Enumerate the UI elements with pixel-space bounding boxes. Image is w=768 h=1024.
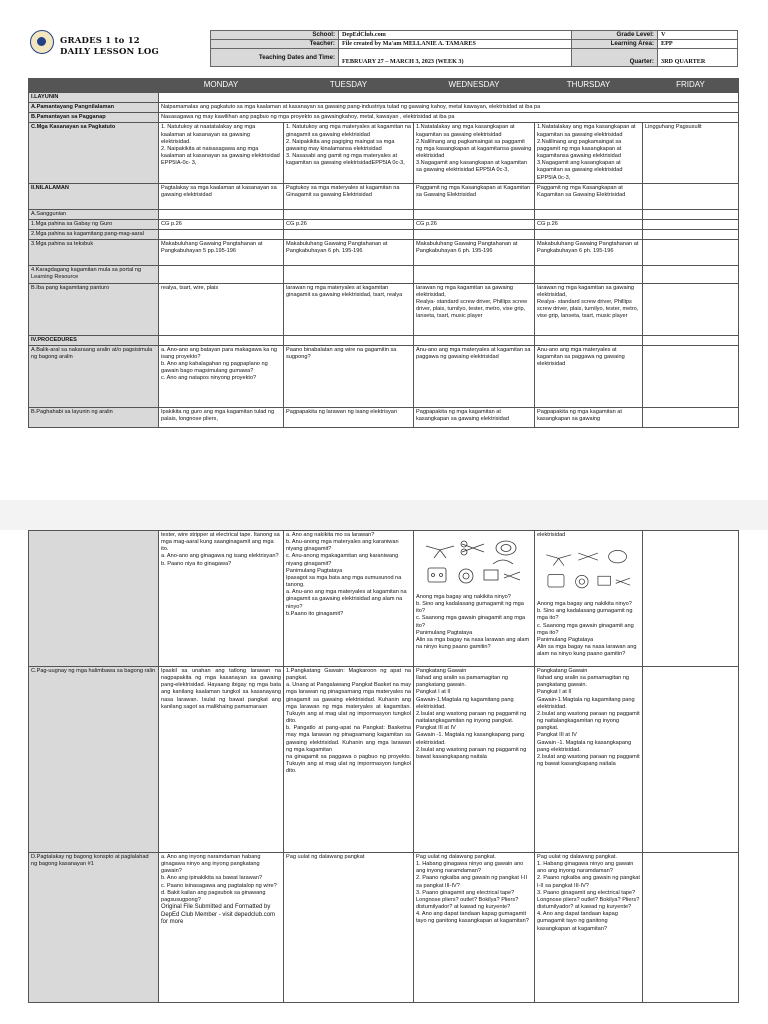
pagtalakay-wednesday: Pag uulat ng dalawang pangkat. 1. Habang ginagawa ninyo ang gawain ano ang inyong naramdaman? 2. Paano ngkaiba ang gawain ng pangkat I-II sa pangkat III-IV? 3. Paano ginagamit ang electrical tape? Longnose pliers? outlet? Bokilya? Pliers? disturnilyador? at kawad ng kuryente? 4. Ano ang dapat tandaan kapag gumagamit tayo ng ganitong kasangkapan at kagamitan? (414, 853, 535, 1003)
pagtalakay-tuesday: Pag uulat ng dalawang pangkat (284, 853, 414, 1003)
cont-monday: tester, wire stripper at electrical tape. Itanong sa mga mag-aaral kung saanginagamit ang mga ito. a. Ano-ano ang ginagawa ng isang elektrisyan? b. Paano niya ito ginagawa? (159, 531, 284, 667)
empty-cell (159, 209, 284, 219)
nilalaman-row (29, 183, 739, 209)
day-header-row (29, 79, 739, 93)
area-value: EPP (658, 40, 738, 49)
teksbuk-monday: Makabuluhang Gawaing Pangtahanan at Pangkabuhayan 5 pp.195-196 (159, 240, 284, 266)
panturo-label: B.Iba pang kagamitang panturo (29, 283, 159, 335)
nilalaman-thursday: Paggamit ng mga Kasangkapan at Kagamitan sa Gawaing Elektrisidad (535, 183, 643, 209)
day-monday: MONDAY (159, 79, 284, 93)
empty-cell (414, 335, 535, 345)
pagtalakay-friday (643, 853, 739, 1003)
empty-cell (535, 335, 643, 345)
empty-cell (159, 230, 284, 240)
kasanayan-label: C.Mga Kasanayan sa Pagkatuto (29, 123, 159, 183)
logo-line1: GRADES 1 to 12 (60, 36, 140, 46)
procedures-label: IV.PROCEDURES (29, 335, 159, 345)
paghahabi-tuesday: Pagpapakita ng larawan ng isang elektrisyan (284, 407, 414, 427)
electrical-tools-illustration (539, 541, 639, 599)
pagtalakay-thursday: Pag uulat ng dalawang pangkat. 1. Habang ginagawa ninyo ang gawain ano ang inyong naramdaman? 2. Paano ngkaiba ang gawain ng pangkat I-II sa pangkat III-IV? 3. Paano ginagamit ang electrical tape? Longnose pliers? outlet? Bokilya? Pliers? disturnilyador? at kawad ng kuryente? 4. Ano ang dapat tandaan kapag gumagamit tayo ng ganitong kasangkapan at kagamitan? (535, 853, 643, 1003)
paguugnay-thursday: Pangkatang Gawain Ilahad ang aralin sa pamamagitan ng pangkatang gawain. Pangkat I at II Gawain-1.Magtala ng kagamitang pang elektrisidad. 2.Isulat ang wastong paraan ng paggamit ng naitalangkagamitan ng inyong pangkat. Pangkat III at IV Gawain -1. Magtala ng kasangkapang pang elektrisidad. 2.Isulat ang wastong paraan ng paggamit ng bawat kasangkapang naitala (535, 667, 643, 853)
paguugnay-tuesday: 1.Pangkatang Gawain: Magkaroon ng apat na pangkat. a. Unang at Pangalawang Pangkat Basket na may mga larawan ng pinagsamang mga materyales na ginagamit sa gawaing elektrisidad. Kuhanin ang mga larawan ng mga materyales at kagamitan. Tukuyin ang at mag ulat ng impormasyon tungkol dito. b. Pangatlo at pang-apat na Pangkat: Basketna may mga larawan ng pinagsamang kagamitan sa gawaing elektrisidad. Kuhanin ang mga larawan ng mga kagamitan na ginagamit sa paggawa o pagbuo ng proyekto. Tukuyin ang at mag ulat ng impormasyon tungkol dito. (284, 667, 414, 853)
panturo-monday: realya, tsart, wire, plais (159, 283, 284, 335)
panturo-thursday: larawan ng mga kagamitan sa gawaing elektrisidad, Realya- standard screw driver, Phillips screw driver, plais, turnilyo, tester, metro, vise grip, lanseta, tsart, music player (535, 283, 643, 335)
nilalaman-wednesday: Paggamit ng mga Kasangkapan at Kagamitan sa Gawaing Elektrisidad (414, 183, 535, 209)
pamantayan-value: Naipamamalas ang pagkatuto sa mga kaalaman at kasanayan sa gawaing pang-industriya tulad ng gawaing kahoy, metal kawayan, elektrisidad at iba pa (159, 103, 739, 113)
nilalaman-monday: Pagtalakay sa mga kaalaman at kasanayan sa gawaing elektrisidad (159, 183, 284, 209)
cont-wednesday: Anong mga bagay ang nakikita ninyo? b. Sino ang kadalasang gumagamit ng mga ito? c. Saanong mga gawain ginagamit ang mga ito? Panimulang Pagtataya Alin sa mga bagay na nasa larawan ang alam na ninyo kung paano gamitin? (416, 594, 530, 651)
empty-cell (414, 209, 535, 219)
teacher-label: Teacher: (211, 40, 339, 49)
cont-tuesday: a. Ano ang nakikita mo sa larawan? b. Anu-anong mga materyales ang karaniwan niyang ginagamit? c. Anu-anong mgakagamitan ang karaniwang niyang ginagamit? Panimulang Pagtataya Ipasagot sa mga bata ang mga sumusunod na tanong. a. Anu-ano ang mga materyales at kagamitan na ginagamit sa gawaing elektrisidad ang alam na ninyo? b.Paano ito ginagamit? (284, 531, 414, 667)
gabay-monday: CG p.26 (159, 219, 284, 229)
teksbuk-tuesday: Makabuluhang Gawaing Pangtahanan at Pangkabuhayan 6 ph. 195-196 (284, 240, 414, 266)
page-two (0, 530, 768, 1024)
lesson-log-table-continued (28, 530, 739, 1003)
balik-friday (643, 345, 739, 407)
logo-line2: DAILY LESSON LOG (60, 46, 159, 57)
electrical-tools-icon (418, 534, 530, 592)
kagamitan-label: 2.Mga pahina sa kagamitang pang-mag-aaral (29, 230, 159, 240)
lesson-log-table (28, 78, 739, 428)
karagdagang-label: 4.Karagdagang kagamitan mula sa portal ng Learning Resource (29, 266, 159, 283)
gabay-row (29, 219, 739, 229)
electrical-tools-illustration (418, 534, 530, 592)
school-label: School: (211, 31, 339, 40)
gabay-label: 1.Mga pahina sa Gabay ng Guro (29, 219, 159, 229)
pagganap-value: Nasasagawa ng may kawilihan ang pagbuo ng mga proyekto sa gawaingkahoy, metal, kawayan , elektrisidad at iba pa (159, 113, 739, 123)
empty-cell (284, 266, 414, 283)
pagganap-label: B.Pamantayan sa Pagganap (29, 113, 159, 123)
grade-value: V (658, 31, 738, 40)
school-value: DepEdClub.com (339, 31, 572, 40)
teksbuk-wednesday: Makabuluhang Gawaing Pangtahanan at Pangkabuhayan 6 ph. 195-196 (414, 240, 535, 266)
karagdagang-row (29, 266, 739, 283)
paguugnay-row (29, 667, 739, 853)
pamantayan-row (29, 103, 739, 113)
balik-monday: a. Ano-ano ang batayan para makagawa ka ng isang proyekto? b. Ano ang kahalagahan ng pagpaplano ng gawain bago magsimulang gumawa? c. Ano ang natapos ninyong proyekto? (159, 345, 284, 407)
teacher-value: File created by Ma'am MELLANIE A. TAMARES (339, 40, 572, 49)
panturo-wednesday: larawan ng mga kagamitan sa gawaing elektrisidad, Realya- standard screw driver, Phillips screw driver, plais, turnilyo, tester, metro, vise grip, lanseta, tsart, music player (414, 283, 535, 335)
empty-cell (643, 230, 739, 240)
paghahabi-friday (643, 407, 739, 427)
empty-cell (414, 230, 535, 240)
cont-thursday-top: elektrisidad (537, 532, 566, 538)
corner-cell (29, 79, 159, 93)
day-wednesday: WEDNESDAY (414, 79, 535, 93)
empty-cell (159, 266, 284, 283)
day-friday: FRIDAY (643, 79, 739, 93)
balik-thursday: Anu-ano ang mga materyales at kagamitan sa paggawa ng gawaing elektrisidad (535, 345, 643, 407)
deped-seal-icon (30, 30, 54, 54)
paghahabi-label: B.Paghahabi sa layunin ng aralin (29, 407, 159, 427)
balik-label: A.Balik-aral sa nakaraang aralin at/o pagsisimula ng bagong aralin (29, 345, 159, 407)
kasanayan-row (29, 123, 739, 183)
paghahabi-row (29, 407, 739, 427)
quarter-value: 3RD QUARTER (658, 49, 738, 67)
sanggunian-row (29, 209, 739, 219)
kagamitan-row (29, 230, 739, 240)
empty-cell (535, 209, 643, 219)
gabay-thursday: CG p.26 (535, 219, 643, 229)
pagtalakay-label: D.Pagtalakay ng bagong konspto at paglalahad ng bagong kasanayan #1 (29, 853, 159, 1003)
paguugnay-friday (643, 667, 739, 853)
teksbuk-friday (643, 240, 739, 266)
teksbuk-label: 3.Mga pahina sa teksbuk (29, 240, 159, 266)
empty-cell (535, 266, 643, 283)
area-label: Learning Area: (572, 40, 658, 49)
paguugnay-label: C.Pag-uugnay ng mga halimbawa sa bagong ralin (29, 667, 159, 853)
empty-cell (284, 209, 414, 219)
empty-cell (643, 266, 739, 283)
continuation-row (29, 531, 739, 667)
electrical-tools-icon (539, 541, 639, 599)
paguugnay-monday: Ipaskil sa unahan ang tatlong larawan na nagpapakita ng mga kasanayan sa gawaing pang-elektrisidad. Hayaang ibigay ng mga bata ang kanilang kaalaman tungkol sa kasanayang nasa larawan. Isulat ng bawat pangkat ang kanilang sagot sa malikhaing pamamaraan (159, 667, 284, 853)
header (28, 28, 738, 72)
page-gap (0, 500, 768, 530)
empty-cell (284, 335, 414, 345)
grade-label: Grade Level: (572, 31, 658, 40)
empty-cell (643, 335, 739, 345)
header-info-table (210, 30, 738, 67)
balik-row (29, 345, 739, 407)
procedures-row (29, 335, 739, 345)
teksbuk-row (29, 240, 739, 266)
nilalaman-label: II.NILALAMAN (29, 183, 159, 209)
kasanayan-wednesday: 1.Natatalakay ang mga kasangkapan at kagamitan sa gawaing elektrisidad 2.Nalilinang ang pagkamaingat sa paggamit ng mga kasangkapan at kagamitansa gawaing elektrisidad 3.Nagagamit ang kasangkapan at kagamitan sa gawaing elektrisidad EPP5IA 0c-3, (414, 123, 535, 183)
balik-wednesday: Anu-ano ang mga materyales at kagamitan sa paggawa ng gawaing elektrisidad (414, 345, 535, 407)
logo-text (60, 36, 159, 57)
panturo-tuesday: larawan ng mga materyales at kagamitan ginagamit sa gawaing elektrisidad, tsart, realya (284, 283, 414, 335)
pagtalakay-monday-cell (159, 853, 284, 1003)
balik-tuesday: Paano binabalatan ang wire na gagamitin sa sugpong? (284, 345, 414, 407)
teksbuk-thursday: Makabuluhang Gawaing Pangtahanan at Pangkabuhayan 6 ph. 195-196 (535, 240, 643, 266)
empty-side-cell (29, 531, 159, 667)
gabay-friday (643, 219, 739, 229)
dates-value: FEBRUARY 27 – MARCH 3, 2023 (WEEK 3) (339, 49, 572, 67)
empty-cell (284, 230, 414, 240)
gabay-tuesday: CG p.26 (284, 219, 414, 229)
pamantayan-label: A.Pamantayang Pangnilalaman (29, 103, 159, 113)
cont-friday (643, 531, 739, 667)
page-one (0, 28, 768, 500)
pagtalakay-monday: a. Ano ang inyong naramdaman habang ginagawa ninyo ang inyong pangkatang gawain? b. Ano ang ipinakikita sa bawat larawan? c. Paano isinasagawa ang pagtatalop ng wire? d. Bakit kailan ang pagsubok sa ginawang pagsusugpong? (161, 854, 277, 903)
day-tuesday: TUESDAY (284, 79, 414, 93)
empty-cell (643, 209, 739, 219)
quarter-label: Quarter: (572, 49, 658, 67)
cont-thursday: Anong mga bagay ang nakikita ninyo? b. Sino ang kadalasang gumagamit ng mga ito? c. Saanong mga gawain ginagamit ang mga ito? Panimulang Pagtataya Alin sa mga bagay na nasa larawan ang alam na ninyo kung paano gamitin? (537, 601, 637, 658)
pagtalakay-row (29, 853, 739, 1003)
paghahabi-thursday: Pagpapakita ng mga kagamitan at kasangkapan sa gawaing (535, 407, 643, 427)
paghahabi-wednesday: Pagpapakita ng mga kagamitan at kasangkapan sa gawaing elektrisidad (414, 407, 535, 427)
paguugnay-wednesday: Pangkatang Gawain Ilahad ang aralin sa pamamagitan ng pangkatang gawain. Pangkat I at II Gawain-1.Magtala ng kagamitang pang elektrisidad. 2.Isulat ang wastong paraan ng paggamit ng naitalangkagamitan ng inyong pangkat. Pangkat III at IV Gawain -1. Magtala ng kasangkapang pang elektrisidad. 2.Isulat ang wastong paraan ng paggamit ng bawat kasangkapang naitala (414, 667, 535, 853)
empty-cell (535, 230, 643, 240)
day-thursday: THURSDAY (535, 79, 643, 93)
nilalaman-tuesday: Pagtukoy sa mga materyales at kagamitan na Ginagamit sa gawaing Elektrisidad (284, 183, 414, 209)
gabay-wednesday: CG p.26 (414, 219, 535, 229)
panturo-row (29, 283, 739, 335)
layunin-row (29, 93, 739, 103)
kasanayan-thursday: 1.Natatalakay ang mga kasangkapan at kagamitan sa gawaing elektrisidad 2.Nalilinang ang pagkamaingat sa paggamit ng mga kasangkapan at kagamitansa gawaing elektrisidad 3.Nagagamit ang kasangkapan at kagamitan sa gawaing elektrisidad EPP5IA 0c-3, (535, 123, 643, 183)
cont-wednesday-cell (414, 531, 535, 667)
sanggunian-label: A.Sanggunian (29, 209, 159, 219)
kasanayan-monday: 1. Natutukoy at naatatalakay ang mga kaalaman at kasanayan sa gawaing elektrisidad. 2. Naipakikita at naisasagawa ang mga kaalaman at kasanayan sa gawaing elektrisidad EPP5IA-0c- 3, (159, 123, 284, 183)
nilalaman-friday (643, 183, 739, 209)
cont-thursday-cell (535, 531, 643, 667)
layunin-label: I.LAYUNIN (29, 93, 159, 103)
panturo-friday (643, 283, 739, 335)
empty-cell (159, 335, 284, 345)
dates-label: Teaching Dates and Time: (211, 49, 339, 67)
empty-cell (159, 93, 739, 103)
empty-cell (414, 266, 535, 283)
kasanayan-friday: Lingguhang Pagsusulit (643, 123, 739, 183)
kasanayan-tuesday: 1. Natutukoy ang mga materyales at kagamitan na ginagamit sa gawaing elektrisidad 2. Naipakikita ang pagiging maingat sa mga gawaing may kinalamansa elektrisidad 3. Nasasabi ang gamit ng mga materyales at kagamitan sa gawaing elektrisidadEPP5IA 0c-3, (284, 123, 414, 183)
paghahabi-monday: Ipakikita ng guro ang mga kagamitan tulad ng palais, longnose pliers, (159, 407, 284, 427)
footnote: Original File Submitted and Formatted by DepEd Club Member - visit depedclub.com for more (161, 904, 276, 926)
pagganap-row (29, 113, 739, 123)
